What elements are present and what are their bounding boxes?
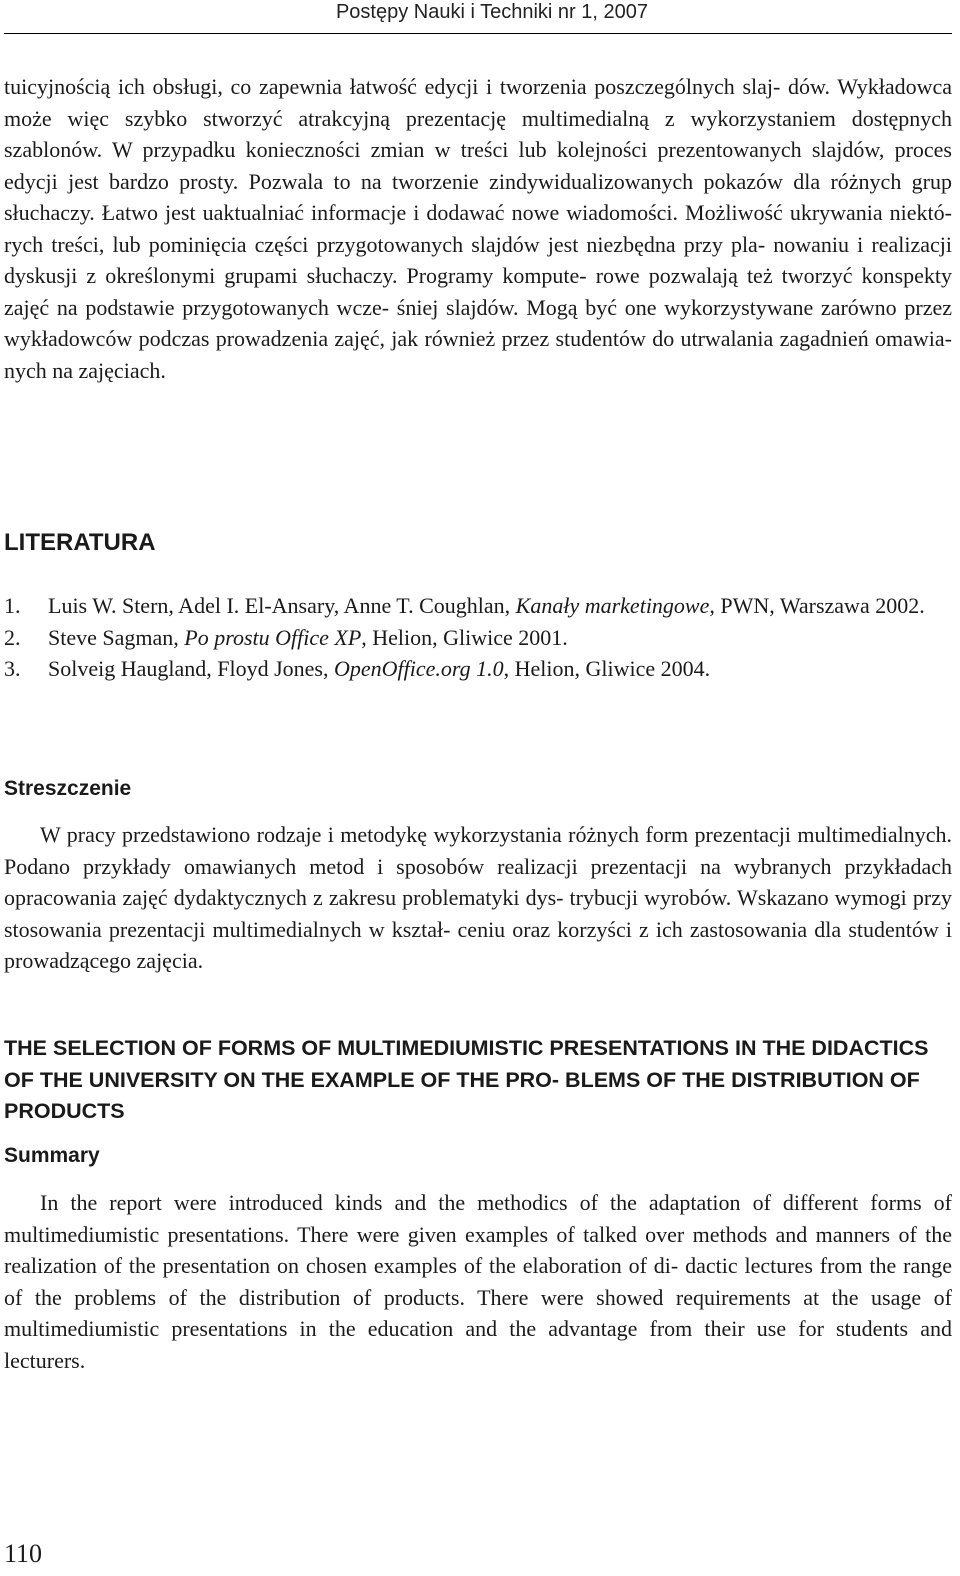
- english-title: THE SELECTION OF FORMS OF MULTIMEDIUMISTIC PRESENTATIONS IN THE DIDACTICS OF THE UNIVERSITY ON THE EXAMPLE OF THE PRO- BLEMS OF THE DISTRIBUTION OF PRODUCTS: [4, 1036, 929, 1123]
- literature-heading: LITERATURA: [4, 529, 156, 556]
- reference-title: Kanały marketingowe: [515, 593, 710, 618]
- streszczenie-paragraph: W pracy przedstawiono rodzaje i metodykę wykorzystania różnych form prezentacji multimedialnych. Podano przykłady omawianych metod i sposobów realizacji prezentacji na wybranych przykładach opracowania zajęć dydaktycznych z zakresu problematyki dys- trybucji wyrobów. Wskazano wymogi przy stosowania prezentacji multimedialnych w kształ- ceniu oraz korzyści z ich zastosowania dla studentów i prowadzącego zajęcia.: [4, 822, 952, 973]
- reference-publisher: , Helion, Gliwice 2001.: [361, 624, 568, 650]
- reference-item: [4, 653, 952, 685]
- reference-item: [4, 590, 952, 622]
- reference-item: [4, 622, 952, 654]
- summary-paragraph: In the report were introduced kinds and the methodics of the adaptation of different forms of multimediumistic presentations. There were given examples of talked over methods and manners of the realization of the presentation on chosen examples of the elaboration of di- dactic lectures from the range of the problems of the distribution of products. There were showed requirements at the usage of multimediumistic presentations in the education and the advantage from their use for students and lecturers.: [4, 1190, 952, 1373]
- reference-list: [4, 590, 952, 685]
- reference-publisher: , Helion, Gliwice 2004.: [503, 656, 711, 681]
- reference-number: 3.: [4, 656, 21, 681]
- summary-heading: Summary: [4, 1144, 100, 1167]
- reference-title: OpenOffice.org 1.0: [334, 656, 504, 681]
- reference-publisher: , PWN, Warszawa 2002.: [709, 593, 925, 618]
- reference-authors: Luis W. Stern, Adel I. El-Ansary, Anne T. Coughlan,: [48, 593, 516, 618]
- body-paragraph: tuicyjnością ich obsługi, co zapewnia łatwość edycji i tworzenia poszczególnych slaj- dów. Wykładowca może więc szybko stworzyć atrakcyjną prezentację multimedialną z wykorzystaniem dostępnych szablonów. W przypadku konieczności zmian w treści lub kolejności prezentowanych slajdów, proces edycji jest bardzo prosty. Pozwala to na tworzenie zindywidualizowanych pokazów dla różnych grup słuchaczy. Łatwo jest uaktualniać informacje i dodawać nowe wiadomości. Możliwość ukrywania niektó- rych treści, lub pominięcia części przygotowanych slajdów jest niezbędna przy pla- nowaniu i realizacji dyskusji z określonymi grupami słuchaczy. Programy kompute- rowe pozwalają też tworzyć konspekty zajęć na podstawie przygotowanych wcze- śniej slajdów. Mogą być one wykorzystywane zarówno przez wykładowców podczas prowadzenia zajęć, jak również przez studentów do utrwalania zagadnień omawia- nych na zajęciach.: [4, 74, 952, 383]
- running-head: Postępy Nauki i Techniki nr 1, 2007: [335, 1, 648, 23]
- reference-title: Po prostu Office XP: [184, 624, 362, 650]
- reference-authors: Solveig Haugland, Floyd Jones,: [48, 656, 334, 681]
- reference-number: 1.: [4, 593, 21, 618]
- page-number: 110: [4, 1539, 43, 1568]
- reference-authors: Steve Sagman,: [48, 624, 185, 650]
- header-rule: [4, 33, 952, 34]
- reference-number: 2.: [4, 624, 21, 650]
- streszczenie-heading: Streszczenie: [4, 777, 132, 800]
